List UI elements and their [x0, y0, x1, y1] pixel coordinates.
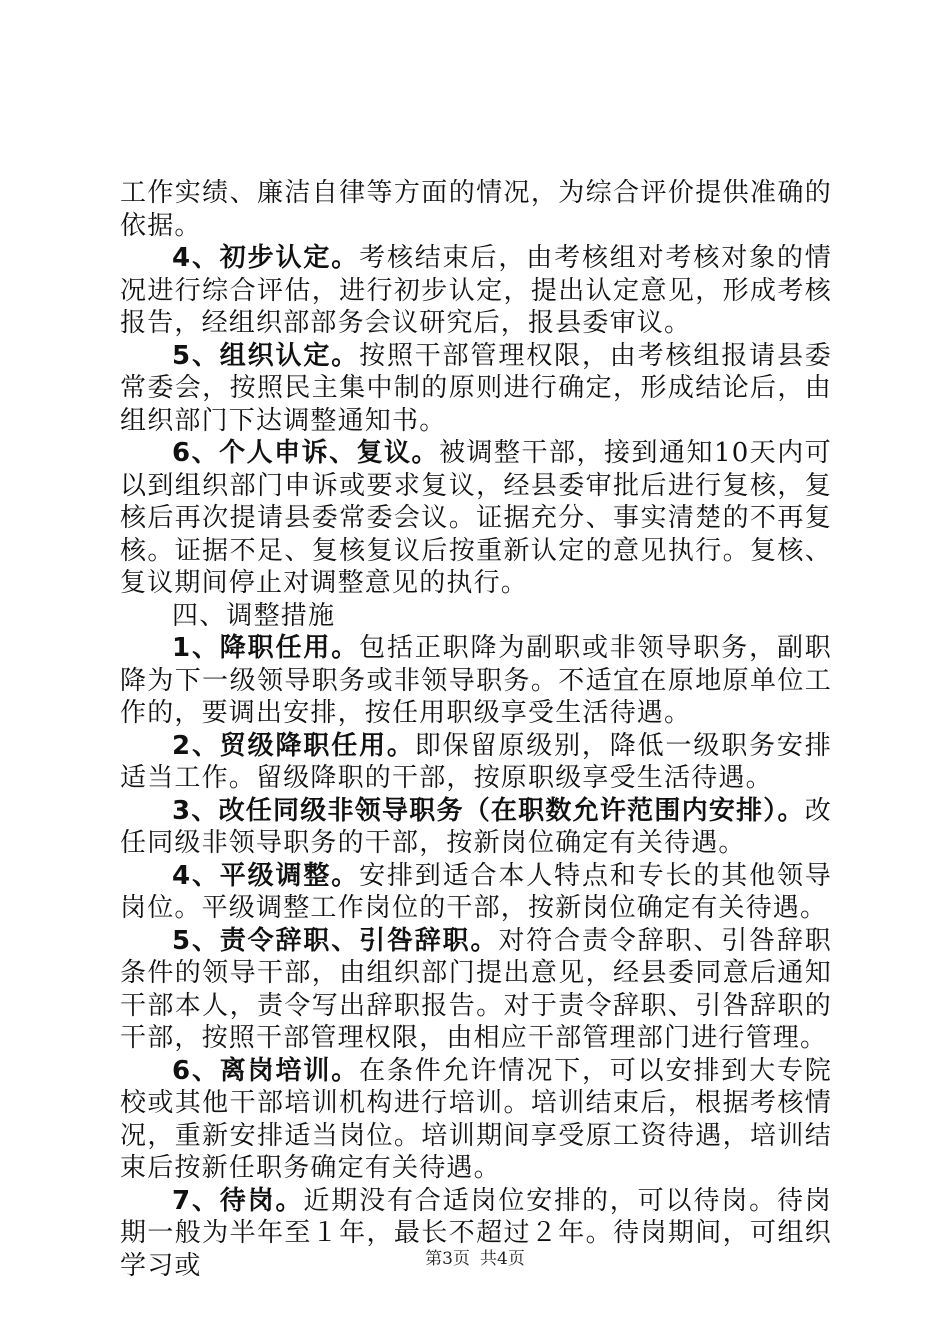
page-number-total: 共4页 — [480, 1249, 525, 1269]
paragraph-text: 即保留原级别，降低一级职务安排适当工作。留级降职的干部，按原职级享受生活待遇。 — [120, 730, 832, 793]
section-heading — [120, 600, 832, 633]
paragraph-resignation — [120, 925, 832, 1055]
paragraph-off-post-training — [120, 1055, 832, 1185]
paragraph-continued — [120, 177, 832, 242]
item-heading: 6、个人申诉、复议。 — [172, 438, 440, 468]
paragraph-lateral-adjustment — [120, 860, 832, 925]
paragraph-text: 考核结束后，由考核组对考核对象的情况进行综合评估，进行初步认定，提出认定意见，形成考核报告，经组织部部务会议研究后，报县委审议。 — [120, 243, 832, 338]
page-number-current: 第3页 — [425, 1249, 470, 1269]
item-heading: 4、平级调整。 — [172, 860, 360, 891]
paragraph-non-leading-post — [120, 795, 832, 860]
paragraph-preliminary-determination — [120, 242, 832, 340]
paragraph-text: 改任同级非领导职务的干部，按新岗位确定有关待遇。 — [120, 795, 832, 858]
paragraph-text: 近期没有合适岗位安排的，可以待岗。待岗期一般为半年至１年，最长不超过２年。待岗期间，可组织学习或 — [120, 1185, 832, 1281]
section-heading-text: 四、调整措施 — [172, 600, 336, 631]
item-heading: 6、离岗培训。 — [172, 1055, 360, 1086]
paragraph-rank-retained-demotion — [120, 730, 832, 795]
item-heading: 4、初步认定。 — [172, 243, 360, 273]
item-heading: 2、贸级降职任用。 — [172, 730, 415, 761]
document-body — [120, 177, 832, 1282]
paragraph-text: 在条件允许情况下，可以安排到大专院校或其他干部培训机构进行培训。培训结束后，根据考核情况，重新安排适当岗位。培训期间享受原工资待遇，培训结束后按新任职务确定有关待遇。 — [120, 1055, 832, 1183]
paragraph-text: 工作实绩、廉洁自律等方面的情况，为综合评价提供准确的依据。 — [120, 178, 832, 241]
item-heading: 7、待岗。 — [172, 1185, 304, 1216]
page-footer — [0, 1244, 950, 1269]
paragraph-text: 包括正职降为副职或非领导职务，副职降为下一级领导职务或非领导职务。不适宜在原地原单位工作的，要调出安排，按任用职级享受生活待遇。 — [120, 633, 832, 728]
item-heading: 5、组织认定。 — [172, 340, 360, 371]
item-heading: 3、改任同级非领导职务（在职数允许范围内安排）。 — [172, 795, 805, 826]
paragraph-text: 被调整干部，接到通知10天内可以到组织部门申诉或要求复议，经县委审批后进行复核，复核后再次提请县委常委会议。证据充分、事实清楚的不再复核。证据不足、复核复议后按重新认定的意见执行。复核、复议期间停止对调整意见的执行。 — [120, 438, 832, 598]
paragraph-text: 对符合责令辞职、引咎辞职条件的领导干部，由组织部门提出意见，经县委同意后通知干部本人，责令写出辞职报告。对于责令辞职、引咎辞职的干部，按照干部管理权限，由相应干部管理部门进行管理。 — [120, 925, 832, 1053]
paragraph-appeal-review — [120, 437, 832, 600]
paragraph-demotion — [120, 632, 832, 730]
paragraph-text: 安排到适合本人特点和专长的其他领导岗位。平级调整工作岗位的干部，按新岗位确定有关待遇。 — [120, 860, 832, 923]
paragraph-organizational-determination — [120, 340, 832, 438]
item-heading: 5、责令辞职、引咎辞职。 — [172, 925, 499, 956]
item-heading: 1、降职任用。 — [172, 633, 360, 663]
paragraph-text: 按照干部管理权限，由考核组报请县委常委会，按照民主集中制的原则进行确定，形成结论后，由组织部门下达调整通知书。 — [120, 340, 832, 436]
